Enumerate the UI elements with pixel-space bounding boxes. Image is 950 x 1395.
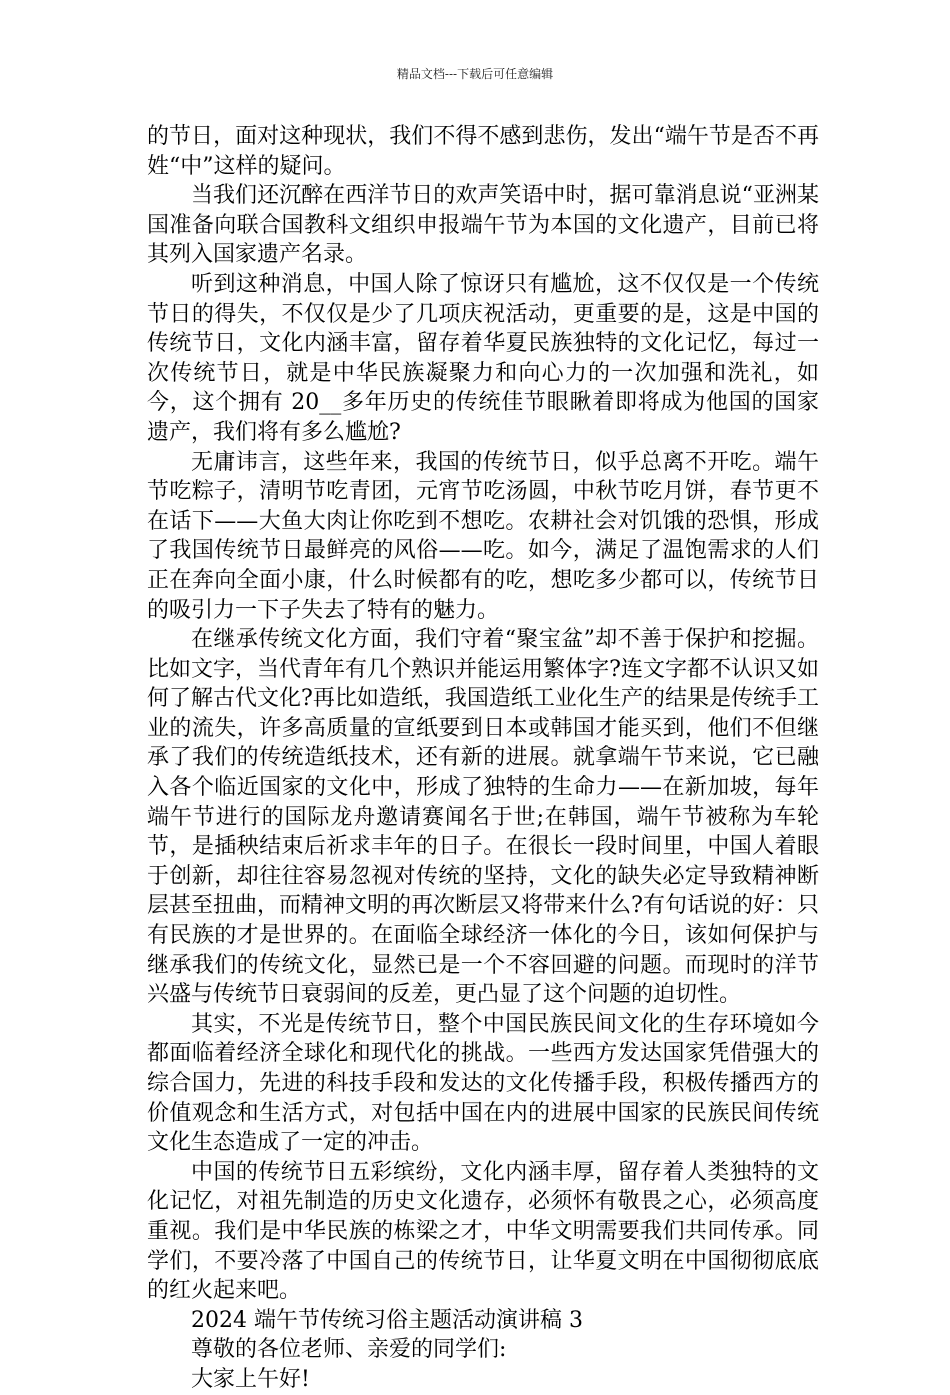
document-body [147, 122, 819, 1395]
paragraph-continuation: 的节日，面对这种现状，我们不得不感到悲伤，发出“端午节是否不再姓“中”这样的疑问。 [147, 124, 819, 179]
paragraph: 在继承传统文化方面，我们守着“聚宝盆”却不善于保护和挖掘。比如文字，当代青年有几个熟识并能运用繁体字?连文字都不认识又如何了解古代文化?再比如造纸，我国造纸工业化生产的结果是传统手工业的流失，许多高质量的宣纸要到日本或韩国才能买到，他们不但继承了我们的传统造纸技术，还有新的进展。就拿端午节来说，它已融入各个临近国家的文化中，形成了独特的生命力——在新加坡，每年端午节进行的国际龙舟邀请赛闻名于世;在韩国，端午节被称为车轮节，是插秧结束后祈求丰年的日子。在很长一段时间里，中国人着眼于创新，却往往容易忽视对传统的坚持，文化的缺失必定导致精神断层甚至扭曲，而精神文明的再次断层又将带来什么?有句话说的好：只有民族的才是世界的。在面临全球经济一体化的今日，该如何保护与继承我们的传统文化，显然已是一个不容回避的问题。而现时的洋节兴盛与传统节日衰弱间的反差，更凸显了这个问题的迫切性。 [147, 627, 819, 1008]
paragraph: 无庸讳言，这些年来，我国的传统节日，似乎总离不开吃。端午节吃粽子，清明节吃青团，元宵节吃汤圆，中秋节吃月饼，春节更不在话下——大鱼大肉让你吃到不想吃。农耕社会对饥饿的恐惧，形成了我国传统节日最鲜亮的风俗——吃。如今，满足了温饱需求的人们正在奔向全面小康，什么时候都有的吃，想吃多少都可以，传统节日的吸引力一下子失去了特有的魅力。 [147, 449, 819, 623]
page-header: 精品文档---下载后可任意编辑 [396, 67, 554, 81]
paragraph: 中国的传统节日五彩缤纷，文化内涵丰厚，留存着人类独特的文化记忆，对祖先制造的历史文化遗存，必须怀有敬畏之心，必须高度重视。我们是中华民族的栋梁之才，中华文明需要我们共同传承。同学们，不要冷落了中国自己的传统节日，让华夏文明在中国彻彻底底的红火起来吧。 [147, 1159, 819, 1304]
greeting: 大家上午好! [191, 1366, 310, 1392]
section-title: 2024 端午节传统习俗主题活动演讲稿 3 [191, 1307, 583, 1333]
salutation: 尊敬的各位老师、亲爱的同学们: [191, 1337, 507, 1363]
paragraph: 听到这种消息，中国人除了惊讶只有尴尬，这不仅仅是一个传统节日的得失，不仅仅是少了几项庆祝活动，更重要的是，这是中国的传统节日，文化内涵丰富，留存着华夏民族独特的文化记忆，每过一次传统节日，就是中华民族凝聚力和向心力的一次加强和洗礼，如今，这个拥有 20__多年历史的传统佳节眼瞅着即将成为他国的国家遗产，我们将有多么尴尬? [147, 271, 819, 445]
paragraph: 其实，不光是传统节日，整个中国民族民间文化的生存环境如今都面临着经济全球化和现代化的挑战。一些西方发达国家凭借强大的综合国力，先进的科技手段和发达的文化传播手段，积极传播西方的价值观念和生活方式，对包括中国在内的进展中国家的民族民间传统文化生态造成了一定的冲击。 [147, 1011, 819, 1156]
paragraph: 当我们还沉醉在西洋节日的欢声笑语中时，据可靠消息说“亚洲某国准备向联合国教科文组织申报端午节为本国的文化遗产，目前已将其列入国家遗产名录。 [147, 183, 819, 268]
